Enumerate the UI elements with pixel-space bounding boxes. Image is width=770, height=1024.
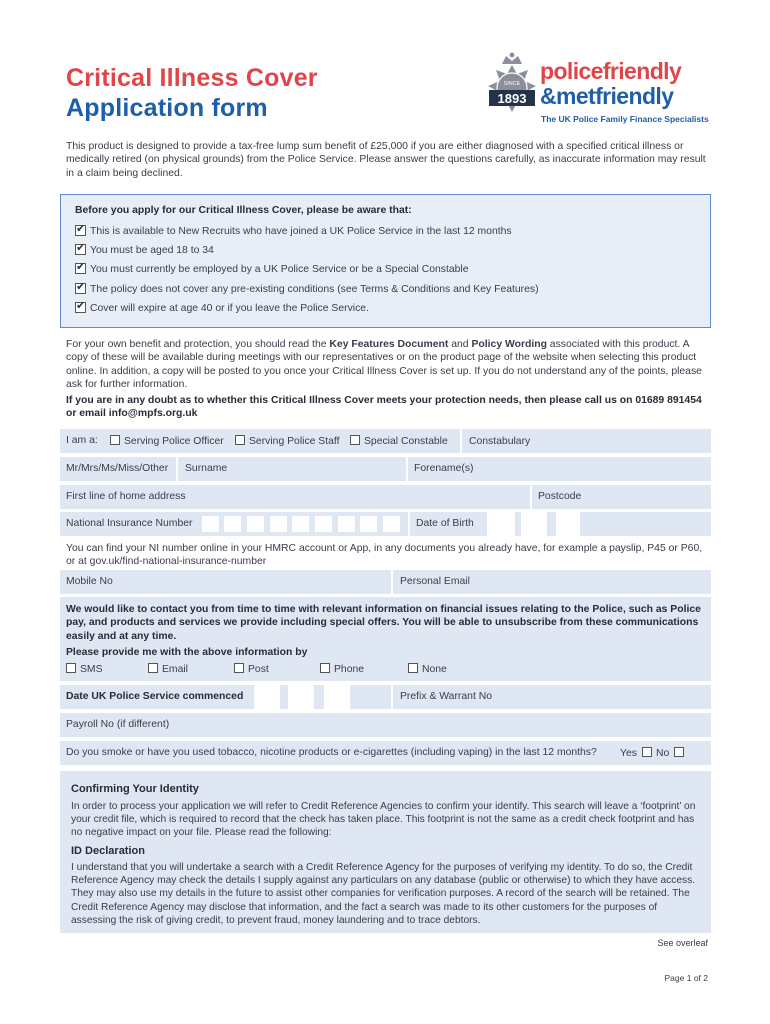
- phone-email-row: [60, 570, 711, 594]
- logo-since: SINCE: [503, 81, 521, 87]
- email-field[interactable]: Personal Email: [400, 576, 470, 587]
- key-features-paragraph: For your own benefit and protection, you should read the Key Features Document and Policy Wording associated with this product. A copy of these will be available during meetings with our representatives or on the product page of the website when selecting this product online. In addition, a copy will be posted to you once your Critical Illness Cover is set up. If you do not understand any of the points, please ask for further information.: [66, 339, 702, 391]
- identity-section: [60, 771, 711, 933]
- iam-label: I am a:: [66, 435, 98, 446]
- logo-tagline: The UK Police Family Finance Specialists: [541, 114, 709, 124]
- payroll-row: [60, 713, 711, 737]
- ni-char-box[interactable]: [202, 516, 219, 532]
- id-declaration-text: I understand that you will undertake a search with a Credit Reference Agency for the purposes of verifying my identity. To do so, the Credit Reference Agency may check the details I supply against any particulars on any database (public or otherwise) to which they have access. They may also use my details in the future to assist other companies for verification purposes. A record of the search will be retained. The Credit Reference Agency may disclose that information, and the fact a search was made to its other customers for the purposes of assessing the risk of giving credit, to prevent fraud, money laundering and to trace debtors.: [71, 862, 696, 926]
- ni-char-box[interactable]: [338, 516, 355, 532]
- provide-by-label: Please provide me with the above information by: [66, 647, 308, 658]
- surname-field[interactable]: Surname: [185, 463, 228, 474]
- see-overleaf: See overleaf: [657, 938, 708, 948]
- page-number: Page 1 of 2: [664, 973, 708, 983]
- prefix-warrant-field[interactable]: Prefix & Warrant No: [400, 691, 492, 702]
- ni-char-box[interactable]: [315, 516, 332, 532]
- eligibility-item: ✔You must be aged 18 to 34: [75, 244, 214, 256]
- form-title-line1: Critical Illness Cover: [66, 64, 318, 92]
- dob-day-input[interactable]: [487, 512, 515, 536]
- key-features-link: Key Features Document: [329, 339, 449, 350]
- commenced-year-input[interactable]: [324, 685, 350, 709]
- checkbox-icon: [350, 435, 360, 445]
- logo-metfriendly: &metfriendly: [540, 83, 674, 109]
- post-option[interactable]: Post: [234, 663, 269, 675]
- checked-box-icon: [75, 302, 86, 313]
- eligibility-item: ✔You must currently be employed by a UK Police Service or be a Special Constable: [75, 263, 469, 275]
- smoker-no-option[interactable]: No: [656, 747, 688, 759]
- logo-policefriendly: policefriendly: [540, 58, 682, 84]
- ni-number-note: You can find your NI number online in your HMRC account or App, in any documents you already have, for example a payslip, P45 or P60, or at gov.uk/find-national-insurance-number: [66, 543, 703, 568]
- checkbox-icon: [234, 663, 244, 673]
- smoker-row: [60, 741, 711, 765]
- ni-char-box[interactable]: [292, 516, 309, 532]
- ni-char-box[interactable]: [383, 516, 400, 532]
- ni-dob-row: [60, 512, 711, 536]
- checked-box-icon: [75, 244, 86, 255]
- constabulary-field[interactable]: Constabulary: [469, 436, 531, 447]
- smoker-question: Do you smoke or have you used tobacco, nicotine products or e-cigarettes (including vaping) in the last 12 months?: [66, 747, 597, 758]
- logo-year: 1893: [497, 91, 527, 106]
- brand-logo: [484, 52, 714, 132]
- checkbox-icon: [408, 663, 418, 673]
- ni-char-box[interactable]: [360, 516, 377, 532]
- dob-label: Date of Birth: [416, 518, 474, 529]
- contact-us-paragraph: If you are in any doubt as to whether this Critical Illness Cover meets your protection needs, then please call us on 01689 891454 or email info@mpfs.org.uk: [66, 395, 702, 420]
- checkbox-icon: [674, 747, 684, 757]
- name-row: [60, 457, 711, 481]
- ni-label: National Insurance Number: [66, 518, 193, 529]
- policy-wording-link: Policy Wording: [471, 339, 547, 350]
- checkbox-icon: [235, 435, 245, 445]
- sms-option[interactable]: SMS: [66, 663, 103, 675]
- role-row: [60, 429, 711, 453]
- police-crest-icon: [484, 52, 540, 132]
- phone-option[interactable]: Phone: [320, 663, 364, 675]
- dob-month-input[interactable]: [521, 512, 547, 536]
- payroll-field[interactable]: Payroll No (if different): [66, 719, 170, 730]
- id-declaration-heading: ID Declaration: [71, 845, 145, 857]
- title-field[interactable]: Mr/Mrs/Ms/Miss/Other: [66, 463, 169, 474]
- special-constable-option[interactable]: Special Constable: [350, 435, 448, 447]
- address-row: [60, 485, 711, 509]
- commenced-month-input[interactable]: [288, 685, 314, 709]
- serving-officer-option[interactable]: Serving Police Officer: [110, 435, 224, 447]
- confirm-identity-text: In order to process your application we will refer to Credit Reference Agencies to confirm your identify. This search will leave a ‘footprint’ on your credit file, which is required to record that the check has taken place. This footprint is not the same as a credit check footprint and has no negative impact on your file. Please read the following:: [71, 801, 696, 839]
- checkbox-icon: [320, 663, 330, 673]
- email-option[interactable]: Email: [148, 663, 188, 675]
- ni-char-box[interactable]: [224, 516, 241, 532]
- ni-char-box[interactable]: [247, 516, 264, 532]
- postcode-field[interactable]: Postcode: [538, 491, 582, 502]
- eligibility-item: ✔This is available to New Recruits who have joined a UK Police Service in the last 12 months: [75, 225, 512, 237]
- service-row: [60, 685, 711, 709]
- commenced-day-input[interactable]: [254, 685, 280, 709]
- checkbox-icon: [148, 663, 158, 673]
- confirm-identity-heading: Confirming Your Identity: [71, 783, 199, 795]
- checkbox-icon: [642, 747, 652, 757]
- checked-box-icon: [75, 263, 86, 274]
- eligibility-notice: [60, 194, 711, 328]
- dob-year-input[interactable]: [556, 512, 580, 536]
- date-commenced-label: Date UK Police Service commenced: [66, 691, 244, 702]
- smoker-yes-option[interactable]: Yes: [620, 747, 656, 759]
- checked-box-icon: [75, 225, 86, 236]
- none-option[interactable]: None: [408, 663, 447, 675]
- intro-paragraph: This product is designed to provide a tax-free lump sum benefit of £25,000 if you are either diagnosed with a specified critical illness or medically retired (on physical grounds) from the Police Service. Please answer the questions carefully, as inaccurate information may result in a claim being declined.: [66, 141, 706, 179]
- marketing-consent: [60, 597, 711, 681]
- ni-char-box[interactable]: [270, 516, 287, 532]
- checked-box-icon: [75, 283, 86, 294]
- eligibility-item: ✔The policy does not cover any pre-existing conditions (see Terms & Conditions and Key Features): [75, 283, 539, 295]
- checkbox-icon: [110, 435, 120, 445]
- form-title-line2: Application form: [66, 94, 268, 122]
- mobile-field[interactable]: Mobile No: [66, 576, 113, 587]
- marketing-text: We would like to contact you from time to time with relevant information on financial issues relating to the Police, such as Police pay, and products and services we provide including special offers. You will be able to unsubscribe from these communications easily and at any time.: [66, 604, 701, 642]
- eligibility-item: ✔Cover will expire at age 40 or if you leave the Police Service.: [75, 302, 369, 314]
- forenames-field[interactable]: Forename(s): [414, 463, 474, 474]
- serving-staff-option[interactable]: Serving Police Staff: [235, 435, 340, 447]
- address-field[interactable]: First line of home address: [66, 491, 186, 502]
- eligibility-title: Before you apply for our Critical Illness Cover, please be aware that:: [75, 205, 412, 216]
- checkbox-icon: [66, 663, 76, 673]
